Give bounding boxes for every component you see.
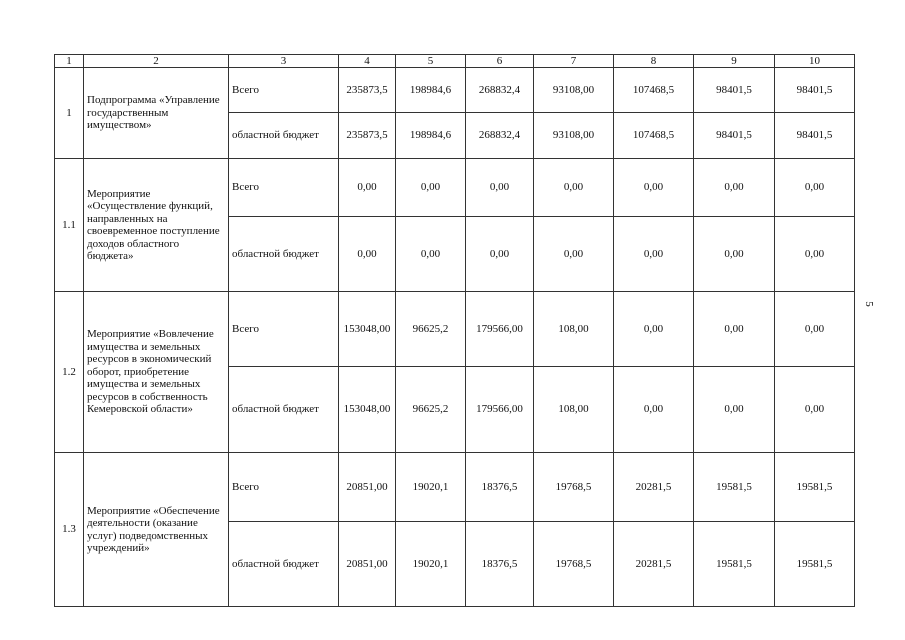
value-cell: 96625,2 (396, 292, 466, 367)
value-cell: 0,00 (775, 367, 855, 453)
value-cell: 20281,5 (614, 453, 694, 522)
value-cell: 18376,5 (466, 453, 534, 522)
value-cell: 19581,5 (694, 453, 775, 522)
row-name: Мероприятие «Вовлечение имущества и земельных ресурсов в экономический оборот, приобретение имущества и земельных ресурсов в собственность Кемеровской области» (84, 292, 229, 453)
value-cell: 98401,5 (694, 68, 775, 113)
value-cell: 0,00 (614, 217, 694, 292)
funding-source: областной бюджет (229, 217, 339, 292)
column-header: 2 (84, 55, 229, 68)
funding-source: Всего (229, 453, 339, 522)
value-cell: 19768,5 (534, 453, 614, 522)
row-index: 1.3 (55, 453, 84, 607)
row-name: Мероприятие «Обеспечение деятельности (оказание услуг) подведомственных учреждений» (84, 453, 229, 607)
funding-source: Всего (229, 292, 339, 367)
value-cell: 198984,6 (396, 113, 466, 159)
value-cell: 0,00 (339, 217, 396, 292)
value-cell: 0,00 (694, 159, 775, 217)
row-index: 1.1 (55, 159, 84, 292)
value-cell: 0,00 (775, 217, 855, 292)
column-header: 5 (396, 55, 466, 68)
row-name: Подпрограмма «Управление государственным имуществом» (84, 68, 229, 159)
header-row (55, 55, 855, 68)
table-row (55, 159, 855, 217)
value-cell: 0,00 (466, 159, 534, 217)
value-cell: 18376,5 (466, 522, 534, 607)
value-cell: 19581,5 (775, 453, 855, 522)
value-cell: 179566,00 (466, 292, 534, 367)
value-cell: 235873,5 (339, 68, 396, 113)
table-row (55, 292, 855, 367)
value-cell: 0,00 (694, 217, 775, 292)
value-cell: 108,00 (534, 292, 614, 367)
funding-source: областной бюджет (229, 113, 339, 159)
value-cell: 179566,00 (466, 367, 534, 453)
column-header: 1 (55, 55, 84, 68)
value-cell: 235873,5 (339, 113, 396, 159)
value-cell: 0,00 (775, 292, 855, 367)
row-index: 1.2 (55, 292, 84, 453)
value-cell: 0,00 (694, 292, 775, 367)
row-index: 1 (55, 68, 84, 159)
value-cell: 0,00 (534, 159, 614, 217)
column-header: 8 (614, 55, 694, 68)
value-cell: 98401,5 (694, 113, 775, 159)
row-name: Мероприятие «Осуществление функций, направленных на своевременное поступление доходов областного бюджета» (84, 159, 229, 292)
value-cell: 19020,1 (396, 453, 466, 522)
funding-source: областной бюджет (229, 522, 339, 607)
value-cell: 0,00 (614, 292, 694, 367)
column-header: 9 (694, 55, 775, 68)
value-cell: 0,00 (396, 159, 466, 217)
value-cell: 107468,5 (614, 68, 694, 113)
value-cell: 108,00 (534, 367, 614, 453)
value-cell: 107468,5 (614, 113, 694, 159)
column-header: 3 (229, 55, 339, 68)
funding-source: Всего (229, 159, 339, 217)
value-cell: 0,00 (694, 367, 775, 453)
value-cell: 0,00 (775, 159, 855, 217)
value-cell: 0,00 (339, 159, 396, 217)
column-header: 4 (339, 55, 396, 68)
budget-table (54, 54, 855, 607)
value-cell: 19020,1 (396, 522, 466, 607)
value-cell: 0,00 (614, 367, 694, 453)
value-cell: 20281,5 (614, 522, 694, 607)
value-cell: 20851,00 (339, 522, 396, 607)
value-cell: 198984,6 (396, 68, 466, 113)
funding-source: Всего (229, 68, 339, 113)
column-header: 10 (775, 55, 855, 68)
value-cell: 98401,5 (775, 68, 855, 113)
column-header: 6 (466, 55, 534, 68)
column-header: 7 (534, 55, 614, 68)
value-cell: 93108,00 (534, 68, 614, 113)
value-cell: 268832,4 (466, 68, 534, 113)
value-cell: 0,00 (396, 217, 466, 292)
value-cell: 98401,5 (775, 113, 855, 159)
page-number: 5 (862, 301, 875, 307)
value-cell: 153048,00 (339, 292, 396, 367)
value-cell: 19581,5 (775, 522, 855, 607)
table-row (55, 453, 855, 522)
funding-source: областной бюджет (229, 367, 339, 453)
value-cell: 153048,00 (339, 367, 396, 453)
value-cell: 93108,00 (534, 113, 614, 159)
value-cell: 96625,2 (396, 367, 466, 453)
value-cell: 0,00 (614, 159, 694, 217)
value-cell: 20851,00 (339, 453, 396, 522)
value-cell: 19768,5 (534, 522, 614, 607)
table-row (55, 68, 855, 113)
value-cell: 0,00 (466, 217, 534, 292)
value-cell: 268832,4 (466, 113, 534, 159)
value-cell: 0,00 (534, 217, 614, 292)
value-cell: 19581,5 (694, 522, 775, 607)
